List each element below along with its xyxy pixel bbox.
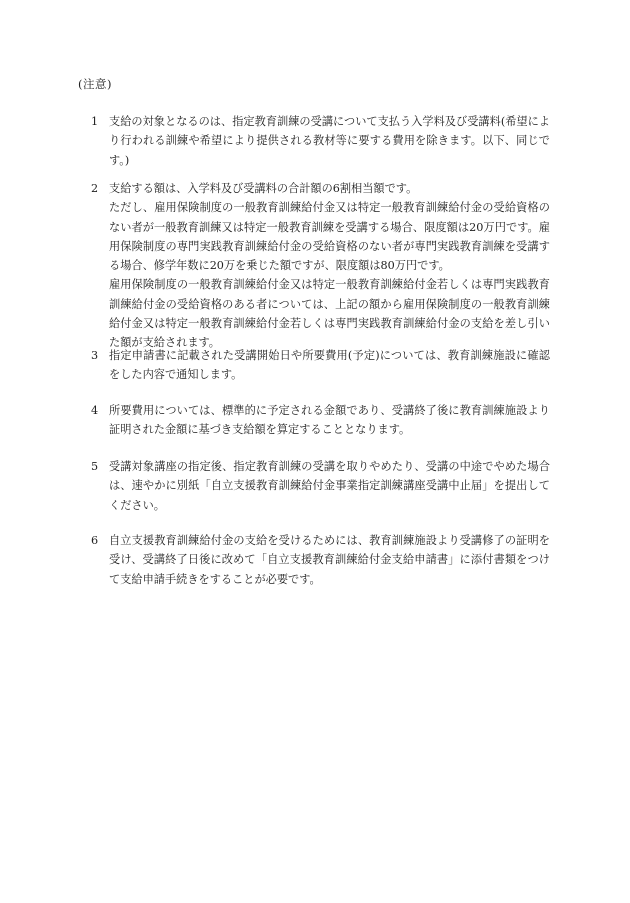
note-body <box>109 457 550 515</box>
note-item-2 <box>88 179 550 353</box>
notes-heading: (注意) <box>78 77 112 91</box>
note-body <box>109 531 550 589</box>
note-number: 2 <box>91 182 99 195</box>
note-item-5 <box>88 457 550 515</box>
note-item-3 <box>88 346 550 385</box>
note-number: 4 <box>91 404 99 417</box>
note-number: 1 <box>91 115 99 128</box>
note-paragraph: ただし、雇用保険制度の一般教育訓練給付金又は特定一般教育訓練給付金の受給資格のない者が一般教育訓練又は特定一般教育訓練を受講する場合、限度額は20万円です。雇用保険制度の専門実践教育訓練給付金の受給資格のない者が専門実践教育訓練を受講する場合、修学年数に20万を乗じた額ですが、限度額は80万円です。 <box>109 201 550 273</box>
note-paragraph: 雇用保険制度の一般教育訓練給付金又は特定一般教育訓練給付金若しくは専門実践教育訓練給付金の受給資格のある者については、上記の額から雇用保険制度の一般教育訓練給付金又は特定一般教育訓練給付金若しくは専門実践教育訓練給付金の支給を差し引いた額が支給されます。 <box>109 278 550 350</box>
note-number: 3 <box>91 349 99 362</box>
note-body <box>109 179 550 353</box>
note-paragraph: 自立支援教育訓練給付金の支給を受けるためには、教育訓練施設より受講修了の証明を受け、受講終了日後に改めて「自立支援教育訓練給付金支給申請書」に添付書類をつけて支給申請手続きをすることが必要です。 <box>109 534 550 586</box>
note-paragraph: 所要費用については、標準的に予定される金額であり、受講終了後に教育訓練施設より証明された金額に基づき支給額を算定することとなります。 <box>109 404 550 437</box>
note-body <box>109 401 550 440</box>
note-paragraph: 指定申請書に記載された受講開始日や所要費用(予定)については、教育訓練施設に確認をした内容で通知します。 <box>109 349 550 382</box>
note-number: 5 <box>91 460 99 473</box>
note-body <box>109 112 550 170</box>
note-paragraph: 受講対象講座の指定後、指定教育訓練の受講を取りやめたり、受講の中途でやめた場合は、速やかに別紙「自立支援教育訓練給付金事業指定訓練講座受講中止届」を提出してください。 <box>109 460 550 512</box>
note-item-4 <box>88 401 550 440</box>
note-item-1 <box>88 112 550 170</box>
note-paragraph: 支給する額は、入学料及び受講料の合計額の6割相当額です。 <box>109 182 418 195</box>
note-item-6 <box>88 531 550 589</box>
note-body <box>109 346 550 385</box>
note-number: 6 <box>91 534 99 547</box>
note-paragraph: 支給の対象となるのは、指定教育訓練の受講について支払う入学料及び受講料(希望により行われる訓練や希望により提供される教材等に要する費用を除きます。以下、同じです。) <box>109 115 550 167</box>
